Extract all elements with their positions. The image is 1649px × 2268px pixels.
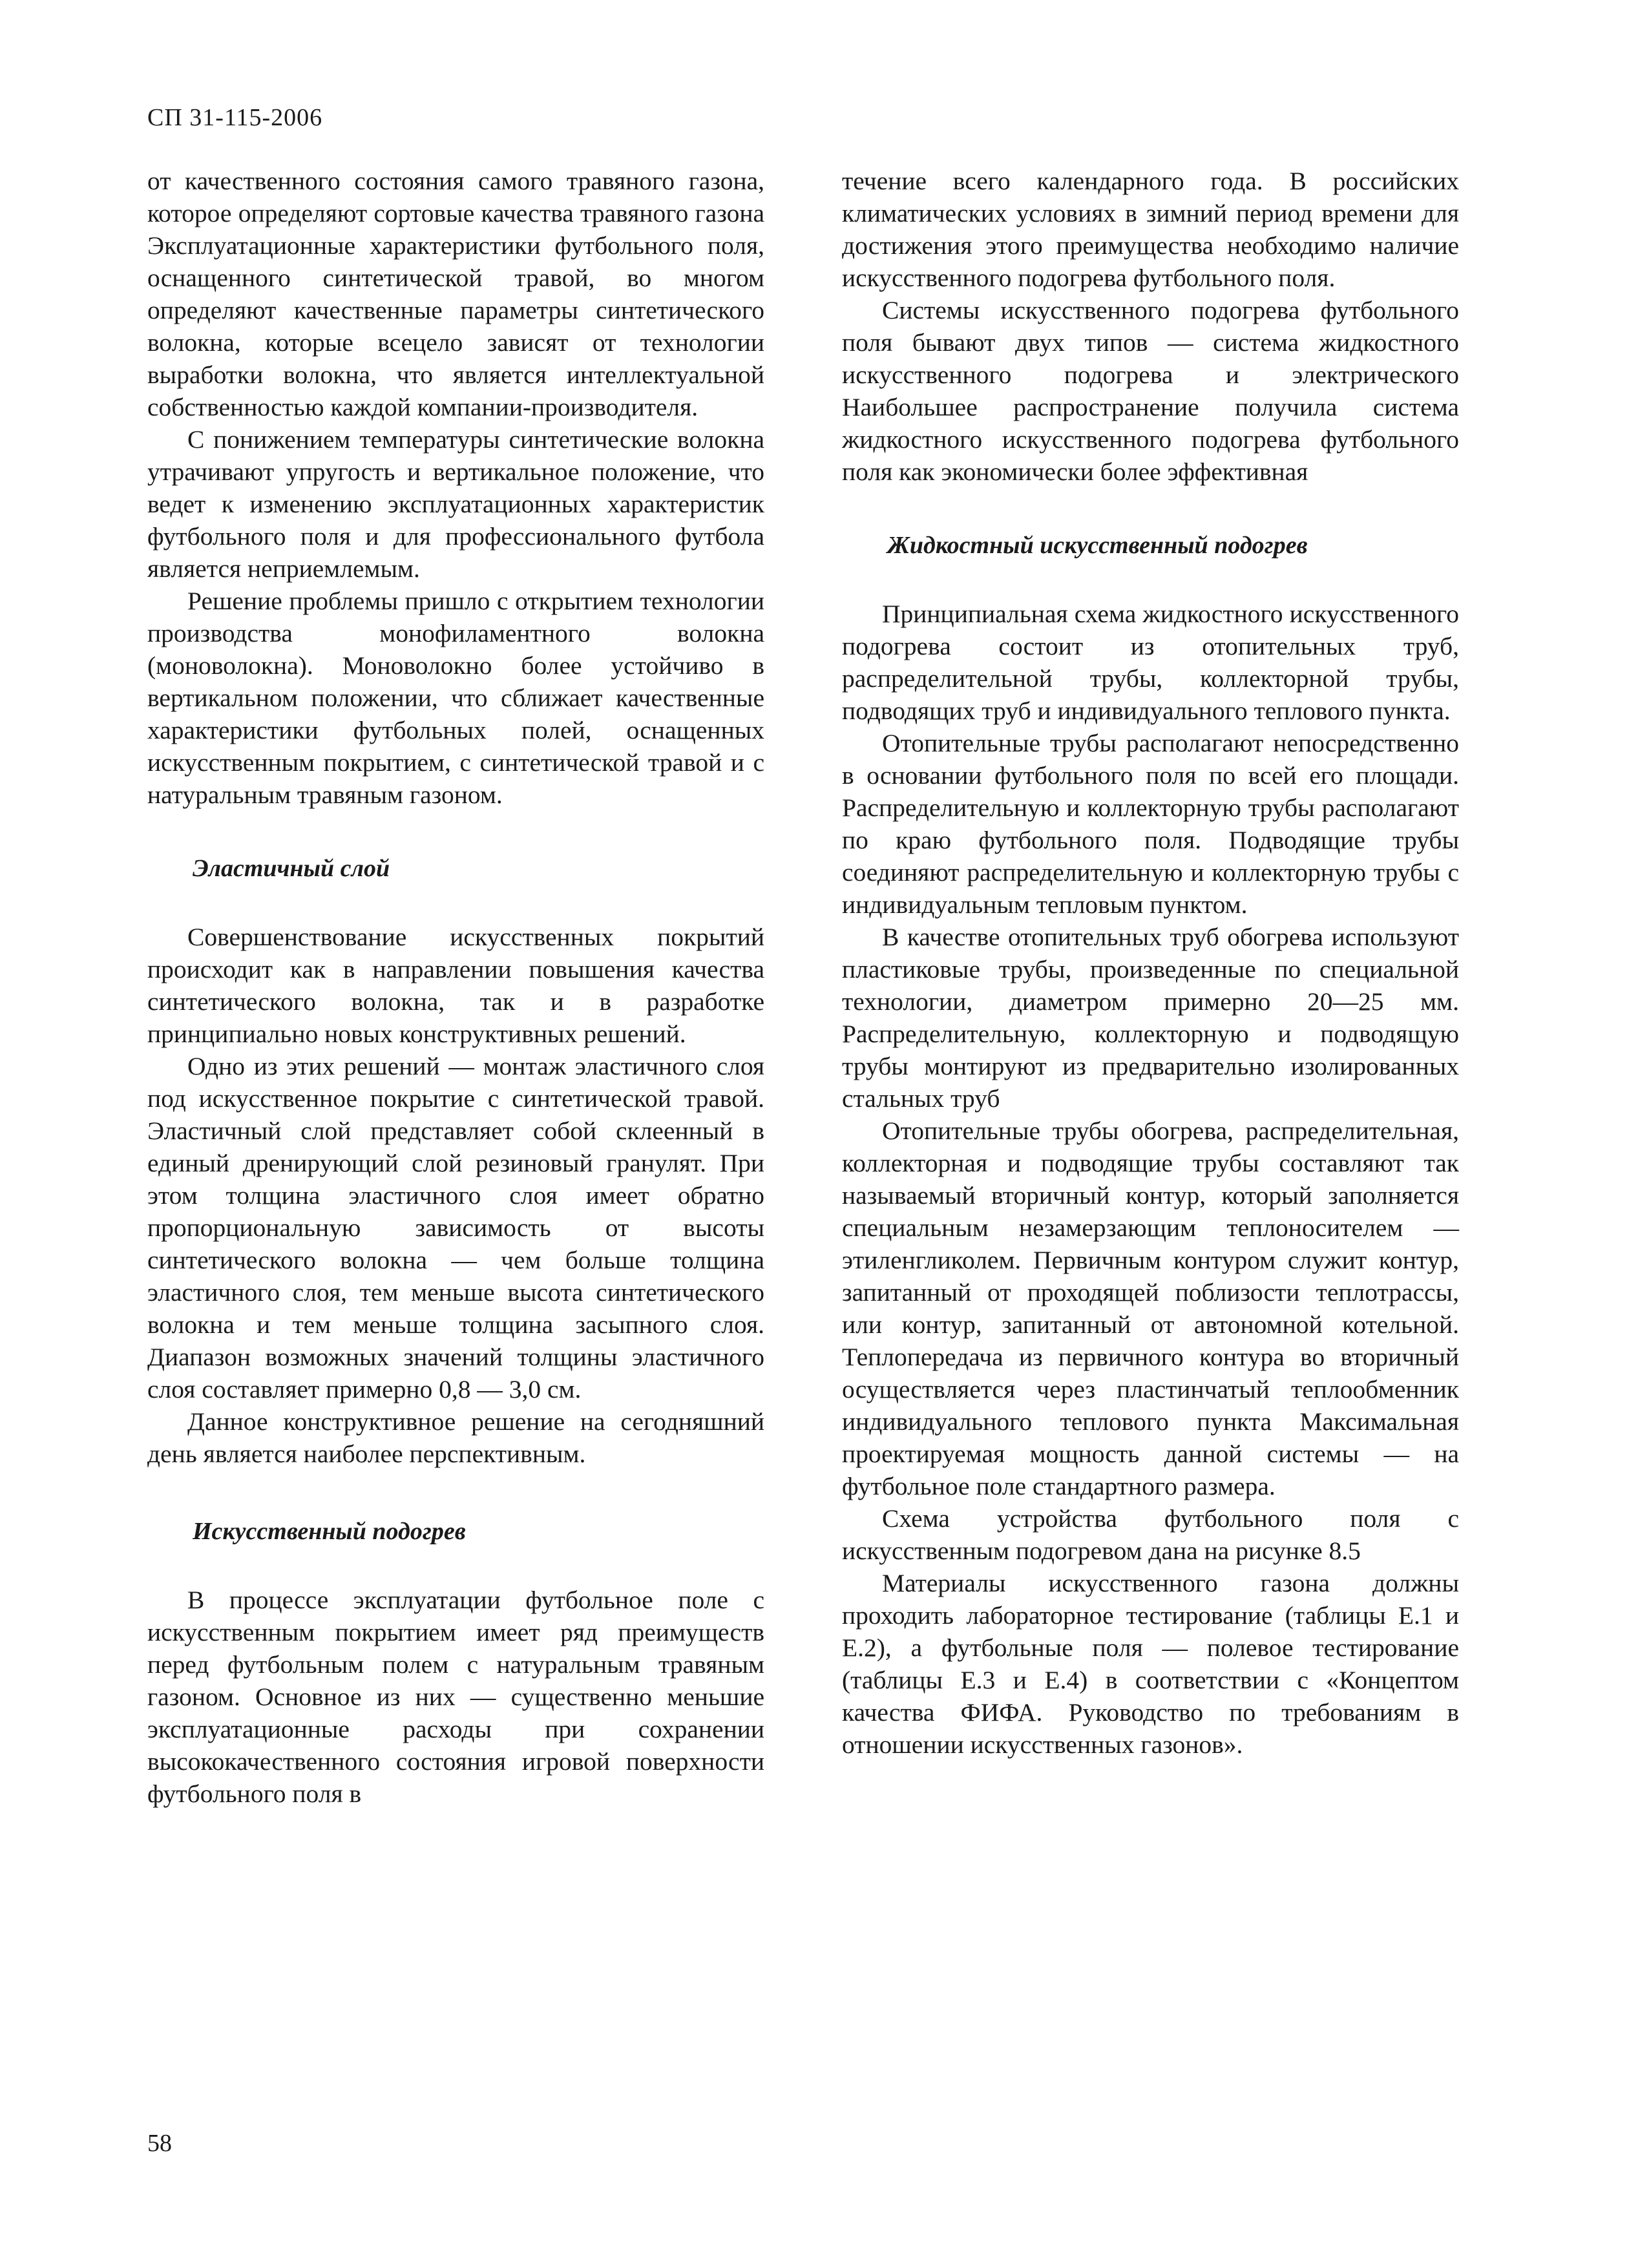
paragraph: Одно из этих решений — монтаж эластичного слоя под искусственное покрытие с синтетической травой. Эластичный слой представляет собой склеенный в единый дренирующий слой резиновый гранулят. При этом толщина эластичного слоя имеет обратно пропорциональную зависимость от высоты синтетического волокна — чем больше толщина эластичного слоя, тем меньше высота синтетического волокна и тем меньше толщина засыпного слоя. Диапазон возможных значений толщины эластичного слоя составляет примерно 0,8 — 3,0 см. bbox=[147, 1052, 764, 1403]
paragraph: от качественного состояния самого травяного газона, которое определяют сортовые качества травяного газона Эксплуатационные характеристики футбольного поля, оснащенного синтетической травой, во многом определяют качественные параметры синтетического волокна, которые всецело зависят от технологии выработки волокна, что является интеллектуальной собственностью каждой компании-производителя. bbox=[147, 167, 764, 421]
paragraph: Совершенствование искусственных покрытий происходит как в направлении повышения качества синтетического волокна, так и в разработке принципиально новых конструктивных решений. bbox=[147, 923, 764, 1048]
section-heading-elastic-layer: Эластичный слой bbox=[193, 855, 390, 882]
paragraph: Данное конструктивное решение на сегодняшний день является наиболее перспективным. bbox=[147, 1407, 764, 1468]
left-column bbox=[147, 165, 764, 1810]
paragraph: Материалы искусственного газона должны проходить лабораторное тестирование (таблицы Е.1 и Е.2), а футбольные поля — полевое тестирование (таблицы Е.3 и Е.4) в соответствии с «Концептом качества ФИФА. Руководство по требованиям в отношении искусственных газонов». bbox=[842, 1569, 1459, 1759]
paragraph: Системы искусственного подогрева футбольного поля бывают двух типов — система жидкостного искусственного подогрева и электрического Наибольшее распространение получила система жидкостного искусственного подогрева футбольного поля как экономически более эффективная bbox=[842, 296, 1459, 486]
paragraph: С понижением температуры синтетические волокна утрачивают упругость и вертикальное положение, что ведет к изменению эксплуатационных характеристик футбольного поля и для профессионального футбола является неприемлемым. bbox=[147, 425, 764, 583]
paragraph: течение всего календарного года. В российских климатических условиях в зимний период времени для достижения этого преимущества необходимо наличие искусственного подогрева футбольного поля. bbox=[842, 167, 1459, 292]
document-code: СП 31-115-2006 bbox=[147, 104, 323, 131]
paragraph: Схема устройства футбольного поля с искусственным подогревом дана на рисунке 8.5 bbox=[842, 1504, 1459, 1565]
paragraph: В качестве отопительных труб обогрева используют пластиковые трубы, произведенные по специальной технологии, диаметром примерно 20—25 мм. Распределительную, коллекторную и подводящую трубы монтируют из предварительно изолированных стальных труб bbox=[842, 923, 1459, 1113]
page-number: 58 bbox=[147, 2130, 172, 2157]
paragraph: Принципиальная схема жидкостного искусственного подогрева состоит из отопительных труб, распределительной трубы, коллекторной трубы, подводящих труб и индивидуального теплового пункта. bbox=[842, 600, 1459, 725]
paragraph: Отопительные трубы располагают непосредственно в основании футбольного поля по всей его площади. Распределительную и коллекторную трубы располагают по краю футбольного поля. Подводящие трубы соединяют распределительную и коллекторную трубы с индивидуальным тепловым пунктом. bbox=[842, 729, 1459, 919]
section-heading-liquid-heating: Жидкостный искусственный подогрев bbox=[887, 532, 1308, 559]
right-column bbox=[842, 165, 1459, 1761]
paragraph: В процессе эксплуатации футбольное поле с искусственным покрытием имеет ряд преимуществ перед футбольным полем с натуральным травяным газоном. Основное из них — существенно меньшие эксплуатационные расходы при сохранении высококачественного состояния игровой поверхности футбольного поля в bbox=[147, 1586, 764, 1808]
paragraph: Отопительные трубы обогрева, распределительная, коллекторная и подводящие трубы составляют так называемый вторичный контур, который заполняется специальным незамерзающим теплоносителем — этиленгликолем. Первичным контуром служит контур, запитанный от проходящей поблизости теплотрассы, или контур, запитанный от автономной котельной. Теплопередача из первичного контура во вторичный осуществляется через пластинчатый теплообменник индивидуального теплового пункта Максимальная проектируемая мощность данной системы — на футбольное поле стандартного размера. bbox=[842, 1117, 1459, 1500]
paragraph: Решение проблемы пришло с открытием технологии производства монофиламентного волокна (моноволокна). Моноволокно более устойчиво в вертикальном положении, что сближает качественные характеристики футбольных полей, оснащенных искусственным покрытием, с синтетической травой и с натуральным травяным газоном. bbox=[147, 587, 764, 809]
section-heading-artificial-heating: Искусственный подогрев bbox=[193, 1518, 466, 1545]
